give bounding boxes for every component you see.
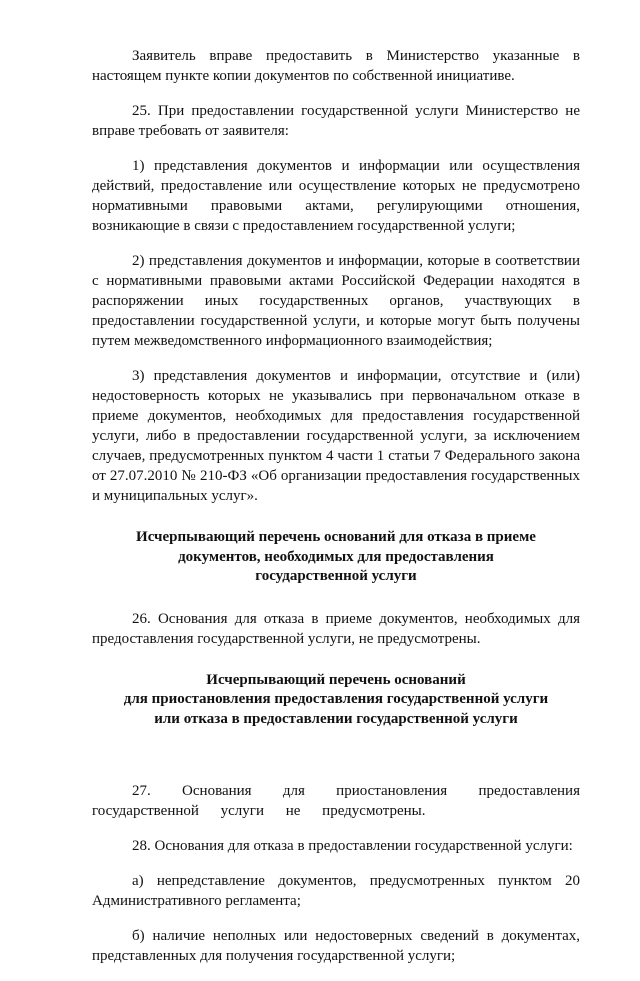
spacer: [92, 745, 580, 763]
heading-line: Исчерпывающий перечень оснований для отказа в приеме: [136, 529, 536, 545]
heading-line: для приостановления предоставления государственной услуги: [123, 691, 549, 707]
document-page: [92, 46, 580, 981]
heading-line: или отказа в предоставлении государственной услуги: [154, 710, 518, 727]
paragraph-25: 25. При предоставлении государственной услуги Министерство не вправе требовать от заявителя:: [92, 103, 580, 139]
paragraph-25-item-2: 2) представления документов и информации, которые в соответствии с нормативными правовыми актами Российской Федерации находятся в распоряжении иных государственных органов, участвующих в предоставлении государственной услуги, и которые могут быть получены путем межведомственного информационного взаимодействия;: [92, 253, 580, 349]
paragraph-28: 28. Основания для отказа в предоставлении государственной услуги:: [132, 838, 573, 854]
section-heading-suspension-refusal: [92, 671, 580, 730]
paragraph-28-item-a: а) непредставление документов, предусмотренных пунктом 20 Административного регламента;: [92, 873, 580, 909]
heading-line: Исчерпывающий перечень оснований: [206, 671, 466, 688]
section-heading-refusal-acceptance: [92, 528, 580, 587]
paragraph-26: 26. Основания для отказа в приеме документов, необходимых для предоставления государственной услуги, не предусмотрены.: [92, 610, 580, 647]
paragraph-25-item-3: 3) представления документов и информации, отсутствие и (или) недостоверность которых не указывались при первоначальном отказе в приеме документов, необходимых для предоставления государственной услуги, либо в предоставлении государственной услуги, за исключением случаев, предусмотренных пунктом 4 части 1 статьи 7 Федерального закона от 27.07.2010 № 210-ФЗ «Об организации предоставления государственных и муниципальных услуг».: [92, 368, 580, 504]
paragraph-28-item-b: б) наличие неполных или недостоверных сведений в документах, представленных для получения государственной услуги;: [92, 928, 580, 964]
paragraph-copies-initiative: Заявитель вправе предоставить в Министерство указанные в настоящем пункте копии документов по собственной инициативе.: [92, 48, 580, 84]
heading-line: государственной услуги: [255, 568, 417, 584]
paragraph-27: 27. Основания для приостановления предоставления государственной услуги не предусмотрены.: [92, 783, 580, 819]
heading-line: документов, необходимых для предоставления: [178, 548, 494, 565]
paragraph-25-item-1: 1) представления документов и информации или осуществления действий, предоставление или осуществление которых не предусмотрено нормативными правовыми актами, регулирующими отношения, возникающие в связи с предоставлением государственной услуги;: [92, 158, 580, 234]
